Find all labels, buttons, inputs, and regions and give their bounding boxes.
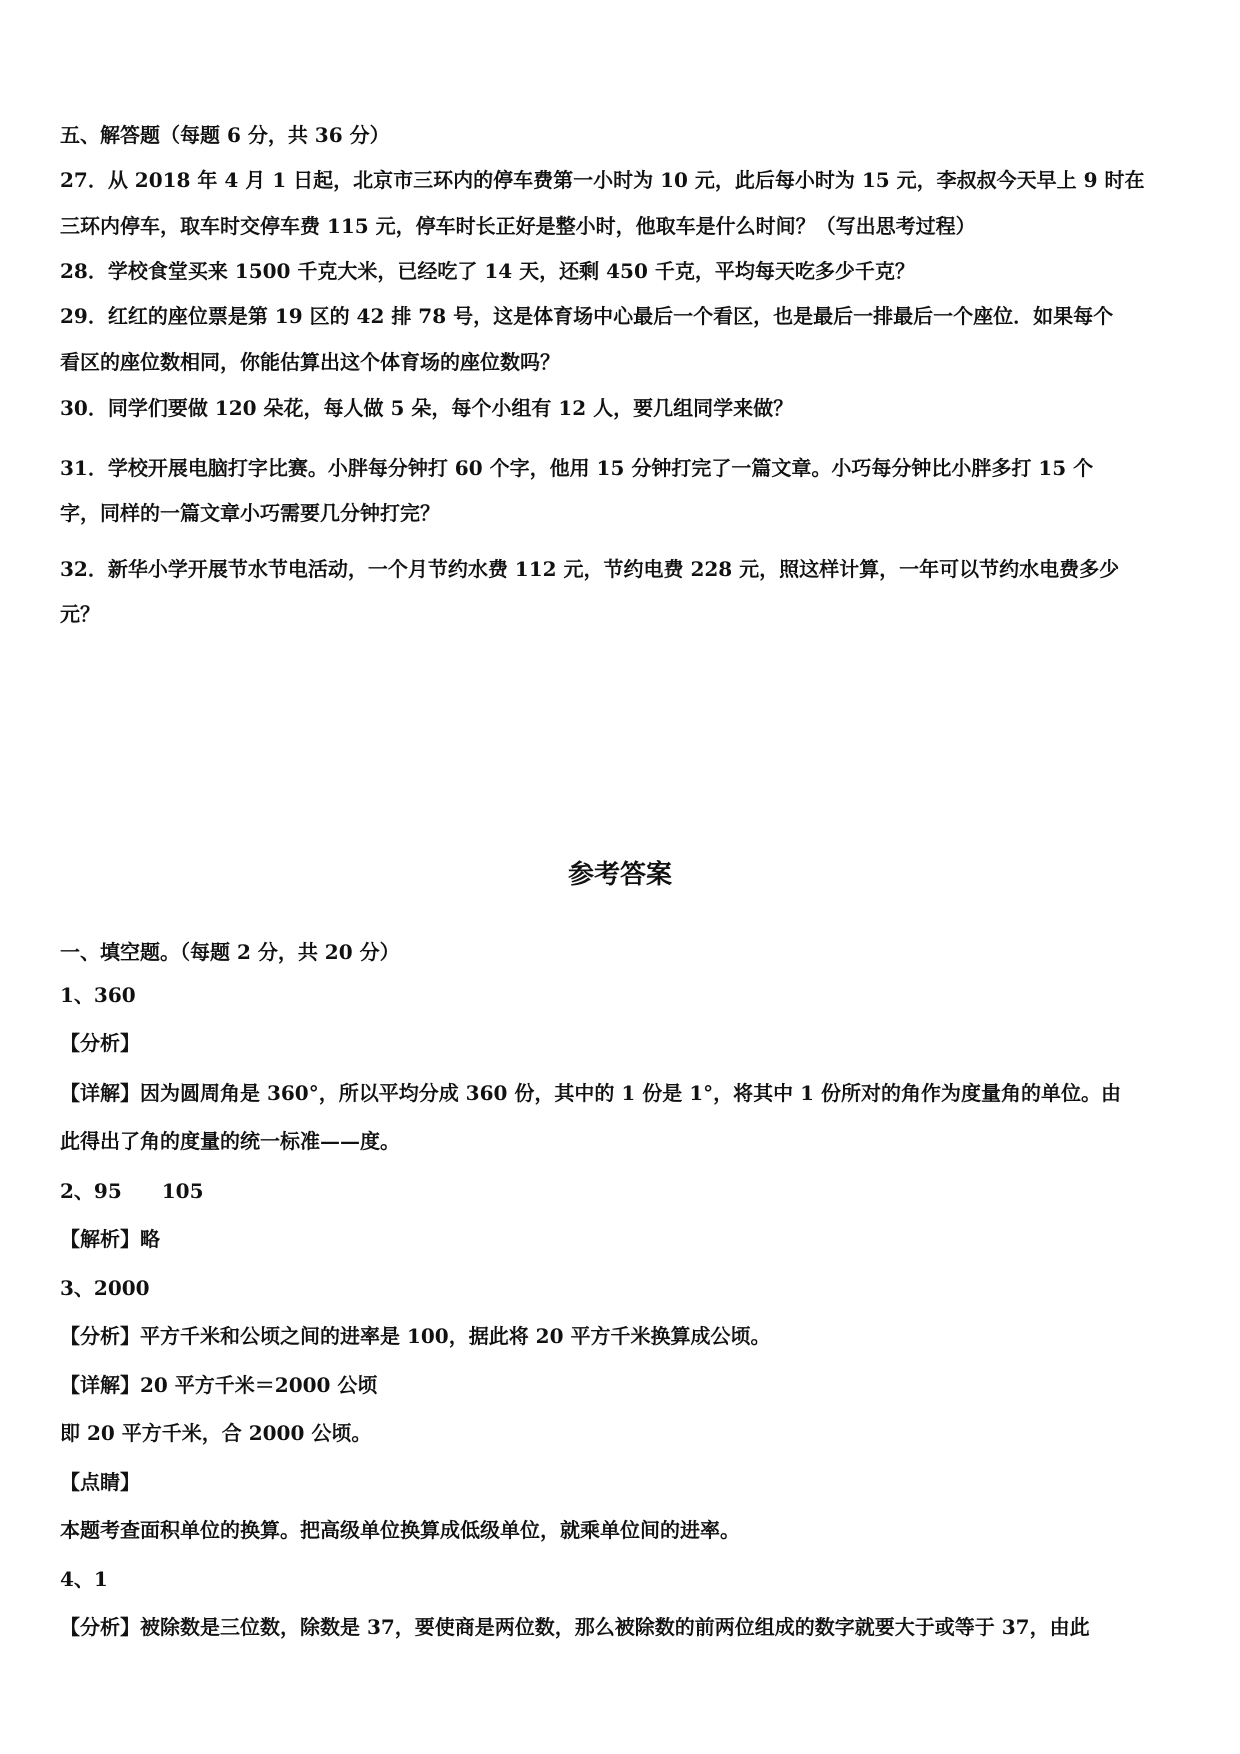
- question-31-line-2: 字，同样的一篇文章小巧需要几分钟打完？: [60, 501, 440, 525]
- question-31-line-1: 31．学校开展电脑打字比赛。小胖每分钟打 60 个字，他用 15 分钟打完了一篇文章。小巧每分钟比小胖多打 15 个: [60, 456, 1094, 480]
- answer-4: 4、1: [60, 1567, 108, 1591]
- answer-3-analysis: 【分析】平方千米和公顷之间的进率是 100，据此将 20 平方千米换算成公顷。: [60, 1324, 771, 1348]
- question-30: 30．同学们要做 120 朵花，每人做 5 朵，每个小组有 12 人，要几组同学来做？: [60, 396, 794, 420]
- answer-3-comment-tag: 【点睛】: [60, 1470, 140, 1494]
- answer-3-comment: 本题考查面积单位的换算。把高级单位换算成低级单位，就乘单位间的进率。: [60, 1518, 740, 1542]
- question-29-line-1: 29．红红的座位票是第 19 区的 42 排 78 号，这是体育场中心最后一个看区，也是最后一排最后一个座位．如果每个: [60, 304, 1114, 328]
- question-27-line-1: 27．从 2018 年 4 月 1 日起，北京市三环内的停车费第一小时为 10 元，此后每小时为 15 元，李叔叔今天早上 9 时在: [60, 168, 1145, 192]
- question-27-line-2: 三环内停车，取车时交停车费 115 元，停车时长正好是整小时，他取车是什么时间？（写出思考过程）: [60, 214, 976, 238]
- answer-2-analysis: 【解析】略: [60, 1227, 160, 1251]
- answer-2: 2、95 105: [60, 1179, 204, 1203]
- answer-1-analysis-tag: 【分析】: [60, 1031, 140, 1055]
- answer-3: 3、2000: [60, 1276, 150, 1300]
- answers-title: 参考答案: [567, 860, 672, 890]
- answer-3-detail-2: 即 20 平方千米，合 2000 公顷。: [60, 1421, 372, 1445]
- answer-1: 1、360: [60, 983, 136, 1007]
- section-heading-part1: 一、填空题。（每题 2 分，共 20 分）: [60, 940, 400, 964]
- question-29-line-2: 看区的座位数相同，你能估算出这个体育场的座位数吗？: [60, 350, 560, 374]
- answer-3-detail: 【详解】20 平方千米＝2000 公顷: [60, 1373, 378, 1397]
- answer-1-detail-line-1: 【详解】因为圆周角是 360°，所以平均分成 360 份，其中的 1 份是 1°，将其中 1 份所对的角作为度量角的单位。由: [60, 1081, 1121, 1105]
- answer-1-detail-line-2: 此得出了角的度量的统一标准——度。: [60, 1129, 400, 1153]
- answer-4-analysis: 【分析】被除数是三位数，除数是 37，要使商是两位数，那么被除数的前两位组成的数字就要大于或等于 37，由此: [60, 1615, 1090, 1639]
- question-28: 28．学校食堂买来 1500 千克大米，已经吃了 14 天，还剩 450 千克，平均每天吃多少千克？: [60, 259, 915, 283]
- section-heading-part5: 五、解答题（每题 6 分，共 36 分）: [60, 123, 390, 147]
- question-32-line-1: 32．新华小学开展节水节电活动，一个月节约水费 112 元，节约电费 228 元，照这样计算，一年可以节约水电费多少: [60, 557, 1120, 581]
- question-32-line-2: 元？: [60, 602, 100, 626]
